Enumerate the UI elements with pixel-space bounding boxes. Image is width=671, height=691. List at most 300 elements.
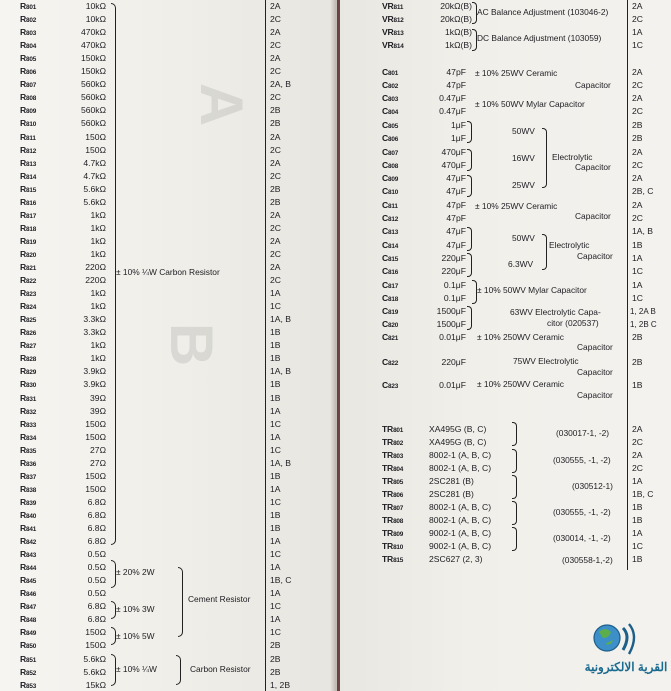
resistor-value: 6.8Ω	[87, 614, 106, 625]
resistor-location: 1B	[270, 470, 281, 481]
transistor-type: 8002-1 (A, B, C)	[429, 515, 492, 525]
brace-c815-c816	[467, 253, 472, 277]
vr-value: 1kΩ(B)	[445, 27, 472, 38]
resistor-value: 15kΩ	[85, 679, 106, 690]
resistor-value: 150Ω	[85, 431, 106, 442]
resistor-row	[0, 653, 671, 666]
resistor-ref: R837	[20, 470, 37, 481]
transistor-location: 1C	[632, 541, 643, 551]
capacitor-value: 1μF	[451, 133, 466, 143]
resistor-location: 1C	[270, 444, 281, 455]
vr-ref: VR812	[382, 14, 404, 25]
resistor-value: 10kΩ	[85, 14, 106, 25]
electrolytic-2-cap: Capacitor	[577, 251, 613, 261]
resistor-value: 1kΩ	[90, 235, 106, 246]
resistor-ref: R834	[20, 431, 37, 442]
site-logo-icon	[585, 616, 669, 691]
transistor-location: 2C	[632, 463, 643, 473]
resistor-location: 2B	[270, 118, 281, 129]
resistor-location: 1A, B	[270, 366, 292, 377]
resistor-location: 2B	[270, 666, 281, 677]
tr-code-1: (030017-1, -2)	[556, 428, 610, 438]
c821-spec: ± 10% 250WV Ceramic	[477, 332, 564, 342]
resistor-value: 5.6kΩ	[83, 196, 106, 207]
capacitor-value: 47μF	[446, 173, 466, 183]
resistor-value: 560kΩ	[80, 92, 106, 103]
vr-value: 20kΩ(B)	[440, 1, 472, 11]
resistor-ref: R841	[20, 523, 37, 533]
c811-capacitor: Capacitor	[575, 211, 611, 221]
transistor-location: 2C	[632, 437, 643, 447]
capacitor-ref: C815	[382, 253, 399, 263]
transistor-ref: TR802	[382, 437, 404, 447]
resistor-location: 1B, C	[270, 575, 292, 586]
resistor-location: 2A	[270, 1, 281, 11]
capacitor-location: 2B	[632, 133, 643, 143]
c813-wv: 50WV	[512, 233, 535, 243]
capacitor-value: 0.01μF	[439, 380, 466, 390]
resistor-location: 1A	[270, 614, 281, 625]
resistor-row	[0, 52, 671, 65]
transistor-location: 2A	[632, 424, 643, 434]
resistor-value: 1kΩ	[90, 301, 106, 312]
resistor-ref: R848	[20, 614, 37, 625]
capacitor-ref: C806	[382, 133, 399, 143]
transistor-location: 2A	[632, 450, 643, 460]
transistor-ref: TR801	[382, 424, 404, 434]
transistor-type: 2SC281 (B)	[429, 489, 474, 499]
brace-cement	[178, 567, 183, 637]
carbon2-label: Carbon Resistor	[190, 664, 251, 674]
capacitor-value: 470μF	[441, 160, 466, 170]
brace-tr803-804	[512, 449, 517, 473]
resistor-ref: R833	[20, 418, 37, 429]
transistor-type: XA495G (B, C)	[429, 437, 487, 447]
cement-3w-spec: ± 10% 3W	[116, 604, 155, 614]
tr-code-6: (030558-1,-2)	[562, 555, 613, 565]
transistor-location: 1B, C	[632, 489, 654, 499]
c822-spec: 75WV Electrolytic	[513, 356, 579, 366]
transistor-row	[0, 488, 671, 501]
resistor-ref: R819	[20, 235, 37, 246]
capacitor-location: 2A	[632, 93, 643, 103]
transistor-location: 1B	[632, 502, 643, 512]
resistor-value: 220Ω	[85, 275, 106, 286]
resistor-location: 1C	[270, 627, 281, 638]
resistor-location: 2C	[270, 170, 281, 181]
resistor-location: 2C	[270, 248, 281, 259]
capacitor-location: 2A	[632, 67, 643, 77]
resistor-ref: R816	[20, 196, 37, 207]
capacitor-row	[0, 199, 671, 212]
capacitor-value: 0.47μF	[439, 106, 466, 116]
capacitor-location: 2B, C	[632, 186, 654, 196]
capacitor-ref: C802	[382, 80, 399, 90]
capacitor-ref: C814	[382, 240, 399, 250]
capacitor-ref: C820	[382, 319, 399, 329]
resistor-location: 2A	[270, 235, 281, 246]
transistor-row	[0, 475, 671, 488]
resistor-value: 1kΩ	[90, 209, 106, 220]
transistor-ref: TR803	[382, 450, 404, 460]
resistor-location: 1A	[270, 536, 281, 547]
capacitor-value: 47pF	[446, 213, 466, 223]
vr-value: 20kΩ(B)	[440, 14, 472, 25]
resistor-location: 2A	[270, 157, 281, 168]
c817-spec: ± 10% 50WV Mylar Capacitor	[477, 285, 587, 295]
capacitor-ref: C804	[382, 106, 399, 116]
resistor-location: 1, 2B	[270, 679, 291, 690]
capacitor-value: 47μF	[446, 226, 466, 236]
resistor-value: 1kΩ	[90, 222, 106, 233]
cement-2w-spec: ± 20% 2W	[116, 567, 155, 577]
brace-electrolytic-1	[542, 128, 547, 188]
capacitor-location: 2C	[632, 160, 643, 170]
transistor-ref: TR804	[382, 463, 404, 473]
capacitor-ref: C819	[382, 306, 399, 316]
vr-ref: VR811	[382, 1, 404, 11]
resistor-ref: R818	[20, 222, 37, 233]
resistor-location: 1A	[270, 483, 281, 494]
resistor-location: 1B	[270, 340, 281, 351]
transistor-ref: TR810	[382, 541, 404, 551]
brace-c805-c806	[467, 121, 472, 143]
resistor-row	[0, 613, 671, 626]
c805-wv: 50WV	[512, 126, 535, 136]
resistor-ref: R826	[20, 327, 37, 338]
resistor-row	[0, 405, 671, 418]
resistor-value: 27Ω	[90, 444, 106, 455]
resistor-ref: R829	[20, 366, 37, 377]
brace-electrolytic-2	[542, 234, 547, 270]
cement-5w-spec: ± 10% 5W	[116, 631, 155, 641]
resistor-ref: R824	[20, 301, 37, 312]
electrolytic-1-cap: Capacitor	[575, 162, 611, 172]
capacitor-location: 1, 2A B	[630, 307, 656, 316]
resistor-value: 5.6kΩ	[83, 183, 106, 194]
resistor-value: 150Ω	[85, 627, 106, 638]
resistor-location: 2A	[270, 262, 281, 272]
resistor-value: 560kΩ	[80, 118, 106, 129]
capacitor-location: 1A, B	[632, 226, 654, 236]
c823-spec: ± 10% 250WV Ceramic	[477, 379, 564, 389]
resistor-row	[0, 392, 671, 405]
resistor-ref: R804	[20, 40, 37, 51]
board-watermark-b: B	[158, 322, 226, 367]
tr-code-3: (030512-1)	[572, 481, 613, 491]
vr-ref: VR814	[382, 40, 404, 51]
resistor-ref: R844	[20, 562, 37, 573]
c809-wv: 25WV	[512, 180, 535, 190]
resistor-location: 1B	[270, 327, 281, 338]
resistor-value: 4.7kΩ	[83, 157, 106, 168]
capacitor-ref: C809	[382, 173, 399, 183]
resistor-location: 1B	[270, 353, 281, 364]
capacitor-value: 47pF	[446, 200, 466, 210]
capacitor-value: 1500μF	[436, 306, 466, 316]
capacitor-location: 2A	[632, 173, 643, 183]
capacitor-ref: C817	[382, 280, 399, 290]
transistor-type: 2SC281 (B)	[429, 476, 474, 486]
transistor-location: 1B	[632, 515, 643, 525]
resistor-value: 1kΩ	[90, 353, 106, 364]
resistor-location: 2B	[270, 183, 281, 194]
resistor-location: 2A	[270, 27, 281, 38]
capacitor-location: 2B	[632, 332, 643, 342]
transistor-type: 9002-1 (A, B, C)	[429, 528, 492, 538]
tr-code-4: (030555, -1, -2)	[553, 507, 611, 517]
resistor-location: 1C	[270, 549, 281, 560]
capacitor-ref: C821	[382, 332, 399, 342]
resistor-ref: R852	[20, 666, 37, 677]
tr-code-2: (030555, -1, -2)	[553, 455, 611, 465]
capacitor-row	[0, 379, 671, 392]
capacitor-value: 220μF	[441, 357, 466, 367]
resistor-value: 4.7kΩ	[83, 170, 106, 181]
resistor-value: 470kΩ	[80, 40, 106, 51]
resistor-location: 1A	[270, 405, 281, 416]
resistor-location: 1B	[270, 379, 281, 390]
capacitor-row	[0, 119, 671, 132]
capacitor-location: 1, 2B C	[630, 320, 657, 329]
transistor-type: 2SC627 (2, 3)	[429, 554, 483, 564]
resistor-ref: R828	[20, 353, 37, 364]
resistor-value: 1kΩ	[90, 288, 106, 299]
resistor-value: 470kΩ	[80, 27, 106, 38]
carbon2-spec: ± 10% ¼W	[116, 664, 157, 674]
resistor-ref: R845	[20, 575, 37, 586]
resistor-value: 0.5Ω	[87, 549, 106, 560]
resistor-location: 1C	[270, 601, 281, 612]
capacitor-ref: C801	[382, 67, 399, 77]
resistor-ref: R832	[20, 405, 37, 416]
carbon-resistor-spec: ± 10% ¼W Carbon Resistor	[116, 267, 220, 277]
resistor-ref: R802	[20, 14, 37, 25]
resistor-ref: R808	[20, 92, 37, 103]
resistor-value: 6.8Ω	[87, 496, 106, 507]
capacitor-row	[0, 132, 671, 145]
resistor-value: 220Ω	[85, 262, 106, 272]
resistor-location: 1B	[270, 392, 281, 403]
transistor-ref: TR806	[382, 489, 404, 499]
capacitor-row	[0, 172, 671, 185]
c821-capacitor: Capacitor	[577, 342, 613, 352]
capacitor-ref: C818	[382, 293, 399, 303]
resistor-ref: R806	[20, 66, 37, 77]
vr-location: 2C	[632, 14, 643, 25]
vr-value: 1kΩ(B)	[445, 40, 472, 51]
resistor-row	[0, 639, 671, 652]
resistor-ref: R850	[20, 640, 37, 651]
resistor-value: 6.8Ω	[87, 523, 106, 533]
resistor-ref: R830	[20, 379, 37, 390]
resistor-location: 2C	[270, 14, 281, 25]
capacitor-row	[0, 252, 671, 265]
resistor-value: 150Ω	[85, 483, 106, 494]
transistor-ref: TR809	[382, 528, 404, 538]
resistor-ref: R840	[20, 509, 37, 520]
resistor-location: 1A, B	[270, 457, 292, 468]
transistor-type: 8002-1 (A, B, C)	[429, 502, 492, 512]
vr-location: 2A	[632, 1, 643, 11]
c819-spec: 63WV Electrolytic Capa-	[510, 307, 601, 317]
resistor-value: 150Ω	[85, 144, 106, 155]
resistor-ref: R817	[20, 209, 37, 220]
capacitor-ref: C808	[382, 160, 399, 170]
dc-balance-label: DC Balance Adjustment (103059)	[477, 33, 602, 43]
brace-tr805-806	[512, 475, 517, 499]
capacitor-location: 2C	[632, 106, 643, 116]
capacitor-value: 0.47μF	[439, 93, 466, 103]
transistor-type: 9002-1 (A, B, C)	[429, 541, 492, 551]
vr-location: 1C	[632, 40, 643, 51]
capacitor-ref: C811	[382, 200, 398, 210]
resistor-ref: R851	[20, 653, 37, 664]
brace-tr801-802	[512, 422, 517, 446]
capacitor-value: 0.1μF	[443, 293, 466, 303]
resistor-location: 1A	[270, 431, 281, 442]
resistor-ref: R810	[20, 118, 37, 129]
resistor-value: 150Ω	[85, 470, 106, 481]
capacitor-value: 470μF	[441, 147, 466, 157]
capacitor-value: 220μF	[441, 266, 466, 276]
resistor-ref: R847	[20, 601, 37, 612]
transistor-ref: TR807	[382, 502, 404, 512]
resistor-location: 1C	[270, 301, 281, 312]
resistor-location: 1A, B	[270, 314, 292, 325]
capacitor-location: 1B	[632, 380, 643, 390]
brace-tr807-808	[512, 501, 517, 525]
capacitor-location: 1B	[632, 240, 643, 250]
vr-location: 1A	[632, 27, 643, 38]
resistor-location: 1C	[270, 418, 281, 429]
resistor-value: 560kΩ	[80, 105, 106, 116]
capacitor-ref: C803	[382, 93, 399, 103]
resistor-ref: R831	[20, 392, 37, 403]
resistor-location: 2A	[270, 131, 281, 142]
resistor-location: 1A	[270, 588, 281, 599]
resistor-value: 560kΩ	[80, 79, 106, 90]
resistor-location: 2A	[270, 209, 281, 220]
resistor-value: 3.3kΩ	[83, 327, 106, 338]
capacitor-value: 1μF	[451, 120, 466, 130]
resistor-ref: R821	[20, 262, 37, 272]
capacitor-ref: C822	[382, 357, 399, 367]
resistor-row	[0, 600, 671, 613]
electrolytic-2-label: Electrolytic	[549, 240, 590, 250]
brace-c807-c808	[467, 149, 472, 171]
resistor-ref: R811	[20, 131, 36, 142]
capacitor-value: 47μF	[446, 240, 466, 250]
cement-resistor-label: Cement Resistor	[188, 594, 251, 604]
transistor-location: 1B	[632, 554, 643, 564]
capacitor-row	[0, 66, 671, 79]
resistor-ref: R836	[20, 457, 37, 468]
transistor-type: 8002-1 (A, B, C)	[429, 450, 492, 460]
capacitor-row	[0, 225, 671, 238]
resistor-ref: R822	[20, 275, 37, 286]
resistor-location: 2C	[270, 222, 281, 233]
capacitor-row	[0, 185, 671, 198]
resistor-ref: R849	[20, 627, 37, 638]
resistor-ref: R846	[20, 588, 37, 599]
capacitor-location: 2C	[632, 80, 643, 90]
resistor-value: 150kΩ	[80, 66, 106, 77]
c815-wv: 6.3WV	[508, 259, 534, 269]
resistor-row	[0, 626, 671, 639]
resistor-value: 3.9kΩ	[83, 366, 106, 377]
resistor-row	[0, 679, 671, 691]
capacitor-location: 2B	[632, 120, 643, 130]
resistor-ref: R825	[20, 314, 37, 325]
resistor-value: 150Ω	[85, 418, 106, 429]
brace-c813-c814	[467, 227, 472, 251]
capacitor-location: 1C	[632, 266, 643, 276]
resistor-ref: R820	[20, 248, 37, 259]
resistor-row	[0, 587, 671, 600]
c811-spec: ± 10% 25WV Ceramic	[475, 201, 558, 211]
transistor-location: 1A	[632, 476, 643, 486]
resistor-ref: R835	[20, 444, 37, 455]
resistor-value: 150kΩ	[80, 53, 106, 64]
capacitor-value: 0.01μF	[439, 332, 466, 342]
capacitor-location: 2C	[632, 213, 643, 223]
resistor-location: 1B	[270, 523, 281, 533]
capacitor-value: 47pF	[446, 67, 466, 77]
capacitor-ref: C805	[382, 120, 399, 130]
resistor-ref: R801	[20, 1, 37, 11]
resistor-location: 1C	[270, 496, 281, 507]
resistor-ref: R814	[20, 170, 37, 181]
capacitor-row	[0, 265, 671, 278]
brace-c819-c820	[467, 306, 472, 330]
transistor-ref: TR815	[382, 554, 404, 564]
transistor-type: 8002-1 (A, B, C)	[429, 463, 492, 473]
c822-capacitor: Capacitor	[577, 367, 613, 377]
resistor-value: 0.5Ω	[87, 562, 106, 573]
transistor-ref: TR805	[382, 476, 404, 486]
resistor-value: 27Ω	[90, 457, 106, 468]
resistor-location: 1A	[270, 288, 281, 299]
resistor-value: 6.8Ω	[87, 509, 106, 520]
capacitor-value: 47μF	[446, 186, 466, 196]
ac-balance-label: AC Balance Adjustment (103046-2)	[477, 7, 609, 17]
resistor-value: 0.5Ω	[87, 575, 106, 586]
resistor-value: 1kΩ	[90, 340, 106, 351]
resistor-ref: R812	[20, 144, 37, 155]
resistor-ref: R815	[20, 183, 37, 194]
transistor-location: 1A	[632, 528, 643, 538]
resistor-row	[0, 574, 671, 587]
resistor-location: 2B	[270, 653, 281, 664]
capacitor-ref: C823	[382, 380, 399, 390]
electrolytic-1-label: Electrolytic	[552, 152, 593, 162]
c801-capacitor: Capacitor	[575, 80, 611, 90]
capacitor-ref: C813	[382, 226, 399, 236]
resistor-value: 150Ω	[85, 131, 106, 142]
resistor-ref: R843	[20, 549, 37, 560]
resistor-ref: R853	[20, 679, 37, 690]
resistor-location: 2A, B	[270, 79, 292, 90]
resistor-value: 39Ω	[90, 392, 106, 403]
vr-ref: VR813	[382, 27, 404, 38]
site-logo-text: القرية الالكترونية	[584, 660, 668, 674]
capacitor-location: 1C	[632, 293, 643, 303]
resistor-value: 3.3kΩ	[83, 314, 106, 325]
resistor-value: 3.9kΩ	[83, 379, 106, 390]
resistor-ref: R838	[20, 483, 37, 494]
capacitor-location: 1A	[632, 280, 643, 290]
